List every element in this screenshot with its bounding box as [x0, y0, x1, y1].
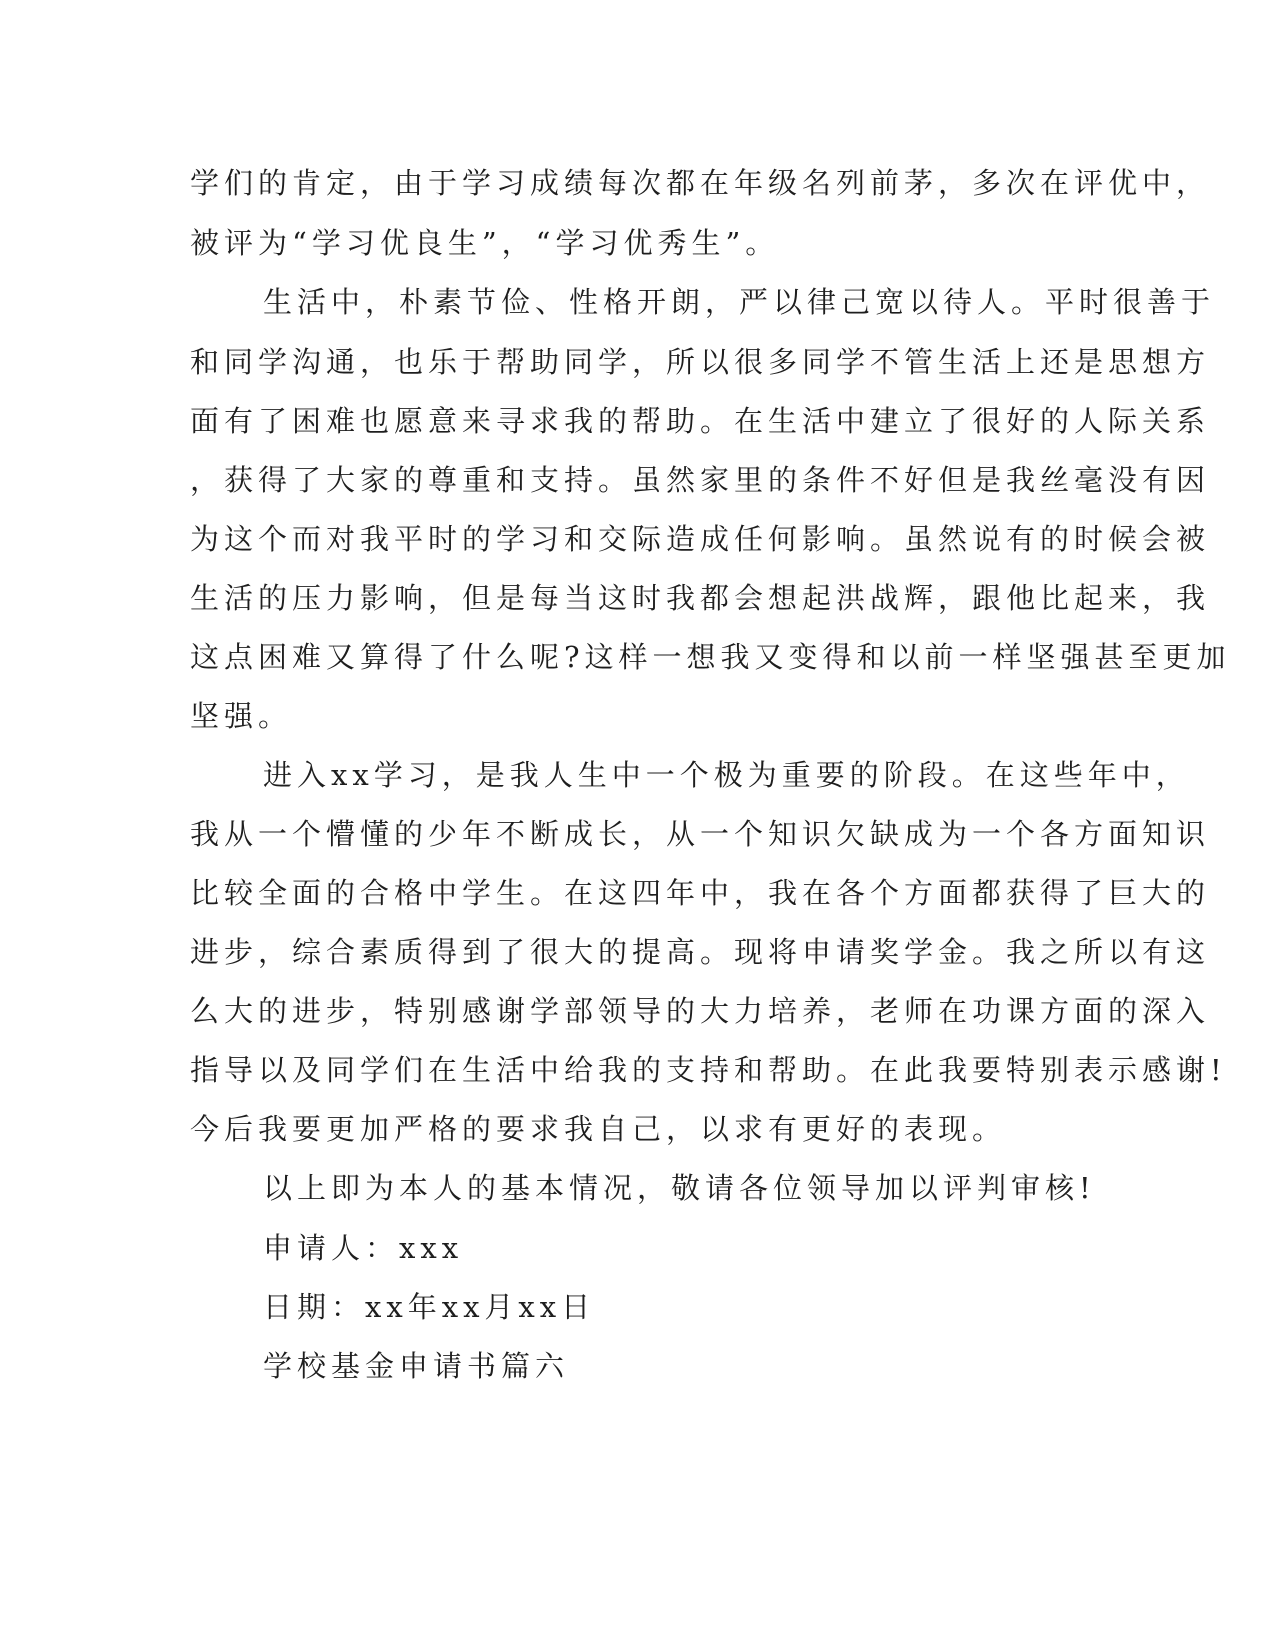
text-line: 被评为“学习优良生”，“学习优秀生”。: [190, 226, 780, 260]
date-line: 日期：xx年xx月xx日: [263, 1290, 596, 1324]
text-line: 今后我要更加严格的要求我自己，以求有更好的表现。: [190, 1112, 1007, 1146]
paragraph-first-line: 生活中，朴素节俭、性格开朗，严以律己宽以待人。平时很善于: [263, 285, 1216, 319]
applicant-line: 申请人：xxx: [263, 1231, 464, 1265]
text-line: 我从一个懵懂的少年不断成长，从一个知识欠缺成为一个各方面知识: [190, 817, 1211, 851]
text-line: 为这个而对我平时的学习和交际造成任何影响。虽然说有的时候会被: [190, 522, 1211, 556]
text-line: 这点困难又算得了什么呢?这样一想我又变得和以前一样坚强甚至更加: [190, 640, 1231, 674]
text-line: 面有了困难也愿意来寻求我的帮助。在生活中建立了很好的人际关系: [190, 404, 1211, 438]
text-line: 么大的进步，特别感谢学部领导的大力培养，老师在功课方面的深入: [190, 994, 1211, 1028]
paragraph-first-line: 进入xx学习，是我人生中一个极为重要的阶段。在这些年中，: [263, 758, 1190, 792]
closing-statement: 以上即为本人的基本情况，敬请各位领导加以评判审核!: [263, 1171, 1096, 1205]
text-line: 进步，综合素质得到了很大的提高。现将申请奖学金。我之所以有这: [190, 935, 1211, 969]
text-line: 比较全面的合格中学生。在这四年中，我在各个方面都获得了巨大的: [190, 876, 1211, 910]
text-line: 指导以及同学们在生活中给我的支持和帮助。在此我要特别表示感谢!: [190, 1053, 1227, 1087]
text-line: 坚强。: [190, 699, 293, 733]
section-heading: 学校基金申请书篇六: [263, 1349, 570, 1383]
text-line: ，获得了大家的尊重和支持。虽然家里的条件不好但是我丝毫没有因: [190, 463, 1211, 497]
text-line: 生活的压力影响，但是每当这时我都会想起洪战辉，跟他比起来，我: [190, 581, 1211, 615]
text-line: 和同学沟通，也乐于帮助同学，所以很多同学不管生活上还是思想方: [190, 345, 1211, 379]
text-line: 学们的肯定，由于学习成绩每次都在年级名列前茅，多次在评优中，: [190, 166, 1211, 200]
